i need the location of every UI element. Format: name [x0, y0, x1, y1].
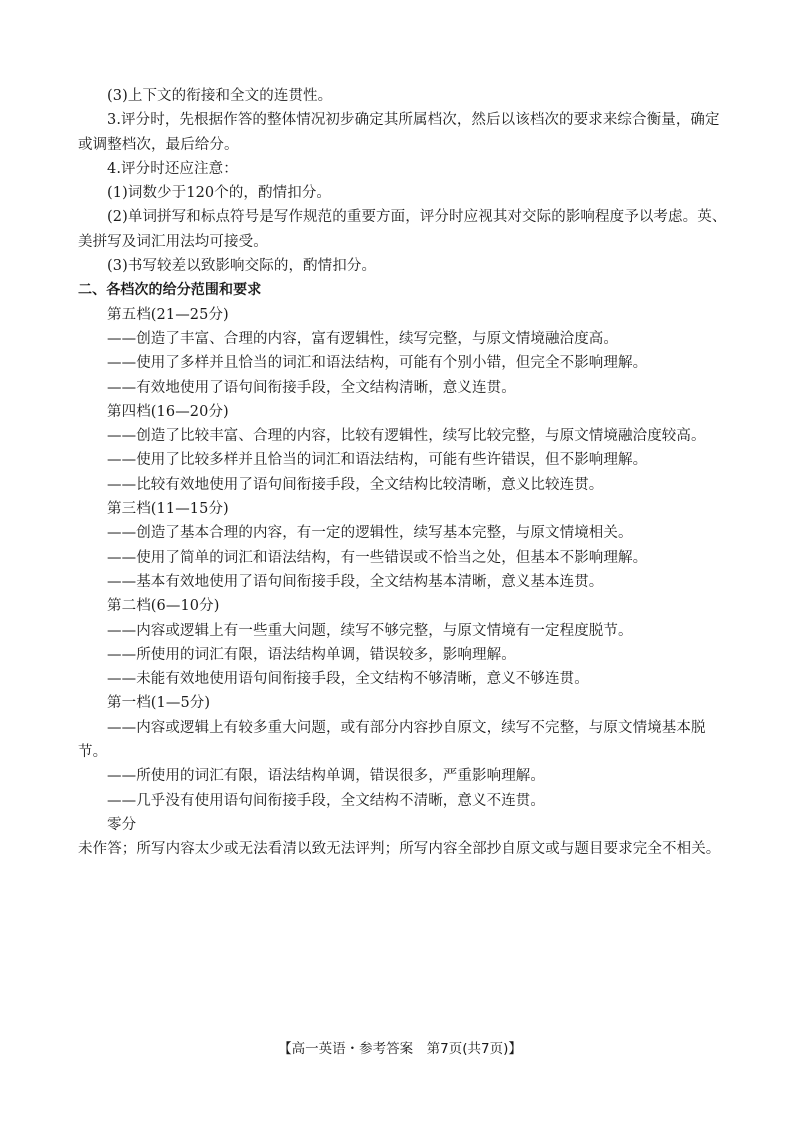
- level-4-title: 第四档(16—20分): [107, 403, 229, 420]
- level-3-item-1: ——创造了基本合理的内容，有一定的逻辑性，续写基本完整，与原文情境相关。: [107, 525, 633, 542]
- level-5-item-1: ——创造了丰富、合理的内容，富有逻辑性，续写完整，与原文情境融洽度高。: [107, 330, 618, 347]
- level-1-item-3: ——几乎没有使用语句间衔接手段，全文结构不清晰，意义不连贯。: [107, 792, 545, 809]
- scoring-note-1: (1)词数少于120个的，酌情扣分。: [107, 185, 332, 202]
- level-4-item-2: ——使用了比较多样并且恰当的词汇和语法结构，可能有些许错误，但不影响理解。: [107, 452, 648, 469]
- level-2-item-2: ——所使用的词汇有限，语法结构单调，错误较多，影响理解。: [107, 646, 516, 663]
- level-0-description: 未作答；所写内容太少或无法看清以致无法评判；所写内容全部抄自原文或与题目要求完全不相关。: [78, 841, 721, 858]
- level-2-item-3: ——未能有效地使用语句间衔接手段，全文结构不够清晰，意义不够连贯。: [107, 671, 589, 688]
- level-1-title: 第一档(1—5分): [107, 695, 211, 712]
- scoring-note-2: (2)单词拼写和标点符号是写作规范的重要方面，评分时应视其对交际的影响程度予以考虑。英、美拼写及词汇用法均可接受。: [78, 209, 727, 250]
- level-3-item-2: ——使用了简单的词汇和语法结构，有一些错误或不恰当之处，但基本不影响理解。: [107, 549, 648, 566]
- level-3-title: 第三档(11—15分): [107, 501, 229, 518]
- level-5-title: 第五档(21—25分): [107, 306, 229, 323]
- level-5-item-3: ——有效地使用了语句间衔接手段，全文结构清晰，意义连贯。: [107, 379, 516, 396]
- scoring-rule-4: 4.评分时还应注意：: [107, 160, 238, 177]
- scoring-point-3-3: (3)上下文的衔接和全文的连贯性。: [107, 88, 333, 104]
- scoring-note-3: (3)书写较差以致影响交际的，酌情扣分。: [107, 258, 377, 275]
- level-5-item-2: ——使用了多样并且恰当的词汇和语法结构，可能有个别小错，但完全不影响理解。: [107, 355, 648, 372]
- level-0-title: 零分: [107, 816, 137, 833]
- section-heading-levels: 二、各档次的给分范围和要求: [78, 282, 262, 299]
- level-3-item-3: ——基本有效地使用了语句间衔接手段，全文结构基本清晰，意义基本连贯。: [107, 573, 604, 590]
- level-1-item-1: ——内容或逻辑上有较多重大问题，或有部分内容抄自原文，续写不完整，与原文情境基本脱节。: [78, 719, 706, 761]
- scoring-rule-3: 3.评分时，先根据作答的整体情况初步确定其所属档次，然后以该档次的要求来综合衡量，确定或调整档次，最后给分。: [78, 112, 720, 153]
- level-2-item-1: ——内容或逻辑上有一些重大问题，续写不够完整，与原文情境有一定程度脱节。: [107, 622, 633, 639]
- level-2-title: 第二档(6—10分): [107, 598, 220, 615]
- level-1-item-2: ——所使用的词汇有限，语法结构单调，错误很多，严重影响理解。: [107, 768, 545, 785]
- level-4-item-3: ——比较有效地使用了语句间衔接手段，全文结构比较清晰，意义比较连贯。: [107, 476, 604, 493]
- level-4-item-1: ——创造了比较丰富、合理的内容，比较有逻辑性，续写比较完整，与原文情境融洽度较高。: [107, 428, 706, 445]
- document-body: [78, 84, 728, 862]
- page-footer: 【高一英语・参考答案 第7页(共7页)】: [278, 1041, 522, 1057]
